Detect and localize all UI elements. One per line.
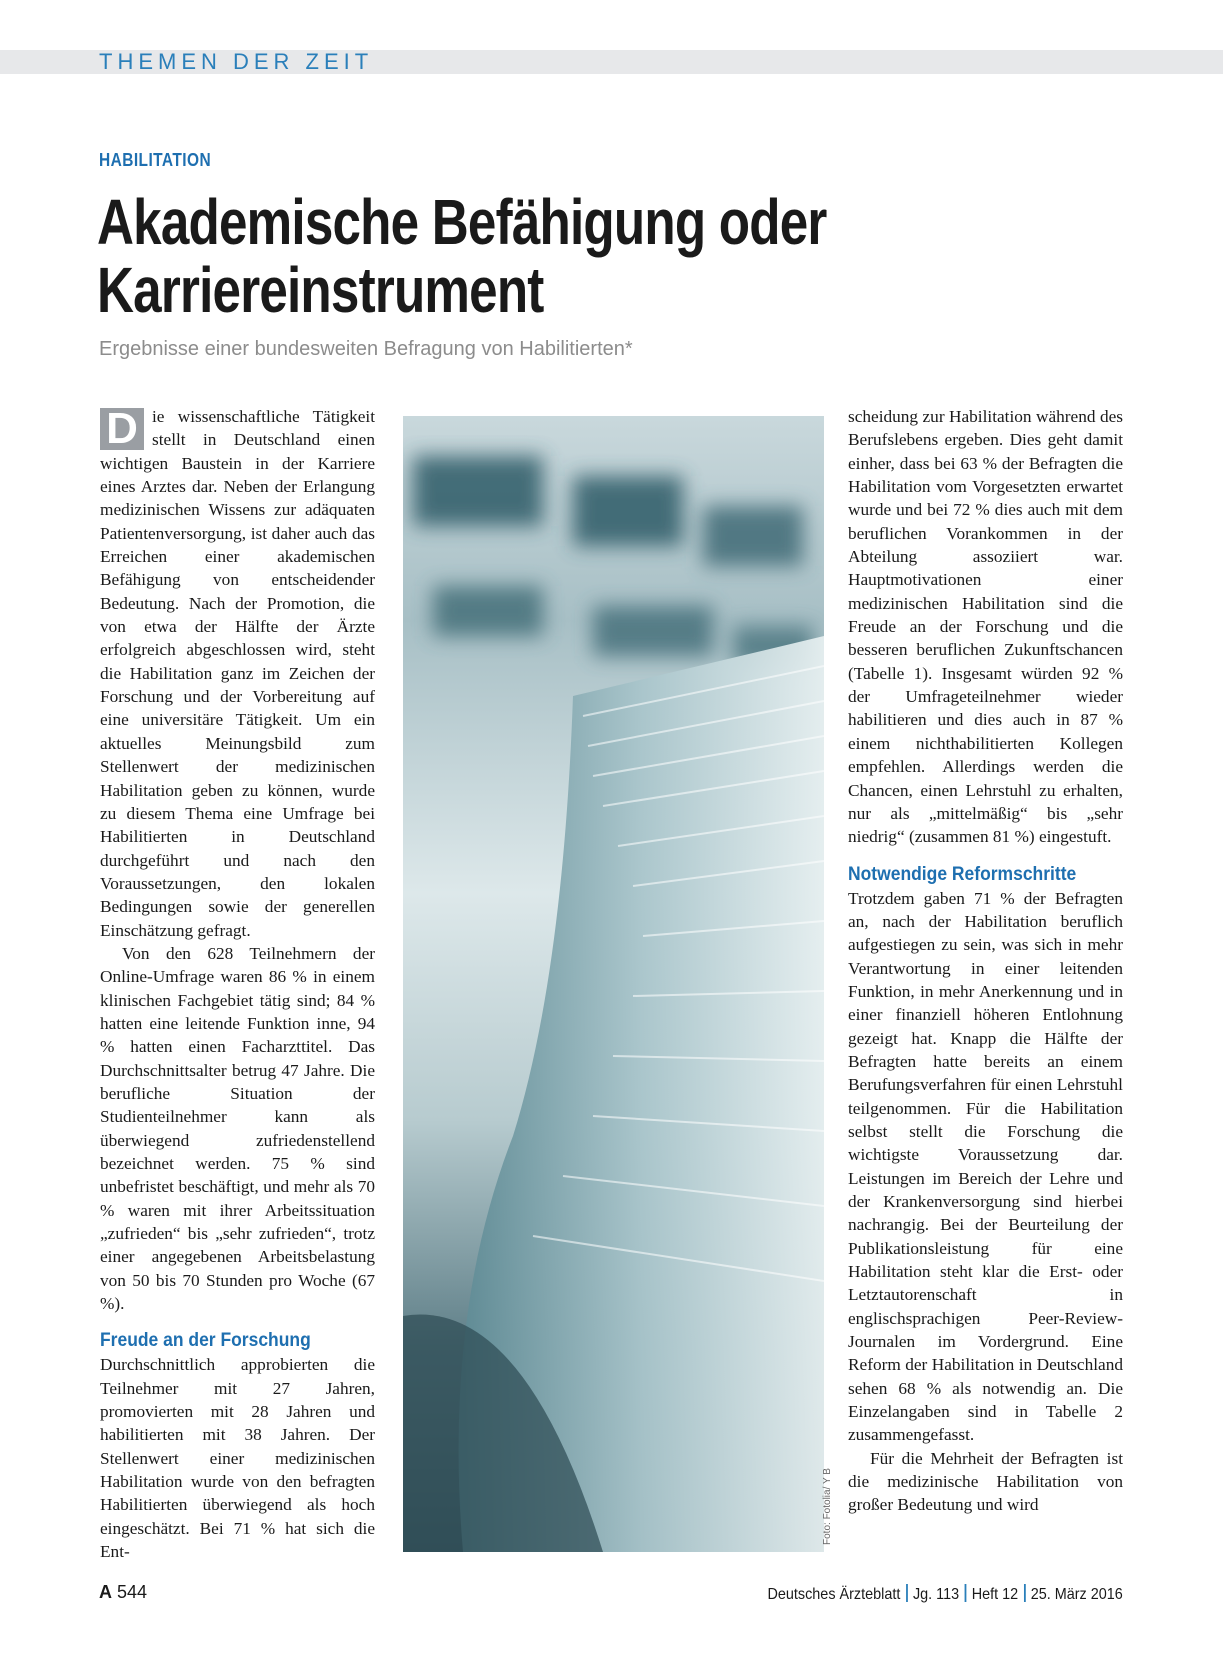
paragraph: Von den 628 Teilnehmern der Online-Umfrage waren 86 % in einem klinischen Fachgebiet tätig sind; 84 % hatten eine leitende Funktion inne, 94 % hatten einen Facharzttitel. Das Durchschnittsalter betrug 47 Jahre. Die berufliche Situation der Studienteilnehmer kann als überwiegend zufriedenstellend bezeichnet werden. 75 % sind unbefristet beschäftigt, und mehr als 70 % waren mit ihrer Arbeitssituation „zufrieden“ bis „sehr zufrieden“, trotz einer angegebenen Arbeitsbelastung von 50 bis 70 Stunden pro Woche (67 %).	[100, 943, 375, 1314]
article-title-line-2: Karriereinstrument	[97, 254, 544, 326]
paragraph	[100, 405, 375, 942]
divider	[906, 1584, 908, 1602]
paper-stack-photo	[403, 416, 824, 1552]
divider	[1024, 1584, 1026, 1602]
page-number	[99, 1582, 147, 1603]
paragraph-text: ie wissenschaftliche Tätigkeit stellt in Deutschland einen wichtigen Baustein in der Karriere eines Arztes dar. Neben der Erlangung medizinischen Wissens zur adäquaten Patientenversorgung, ist daher auch das Erreichen einer akademischen Befähigung von entscheidender Bedeutung. Nach der Promotion, die von etwa der Hälfte der Ärzte erfolgreich abgeschlossen wird, steht die Habilitation ganz im Zeichen der Forschung und der Vorbereitung auf eine universitäre Tätigkeit. Um ein aktuelles Meinungsbild zum Stellenwert der medizinischen Habilitation geben zu können, wurde zu diesem Thema eine Umfrage bei Habilitierten in Deutschland durchgeführt und nach den Voraussetzungen, den lokalen Bedingungen sowie der generellen Einschätzung gefragt.	[100, 407, 375, 940]
article-subtitle: Ergebnisse einer bundesweiten Befragung von Habilitierten*	[99, 338, 633, 360]
drop-cap: D	[100, 408, 144, 450]
paragraph: scheidung zur Habilitation während des Berufslebens ergeben. Dies geht damit einher, dass bei 63 % der Befragten die Habilitation vom Vorgesetzten erwartet wurde und bei 72 % dies auch mit dem beruflichen Vorankommen in der Abteilung assoziiert war. Hauptmotivationen einer medizinischen Habilitation sind die Freude an der Forschung und die besseren beruflichen Zukunftschancen (Tabelle 1). Insgesamt würden 92 % der Umfrageteilnehmer wieder habilitieren und dies auch in 87 % einem nichthabilitierten Kollegen empfehlen. Allerdings werden die Chancen, einen Lehrstuhl zu erhalten, nur als „mittelmäßig“ bis „sehr niedrig“ (zusammen 81 %) eingestuft.	[848, 407, 1123, 847]
subheading-freude: Freude an der Forschung	[100, 1330, 311, 1352]
subheading-reform: Notwendige Reformschritte	[848, 863, 1077, 885]
photo-credit: Foto: Fotolia/ Y B	[822, 1468, 833, 1545]
paragraph: Trotzdem gaben 71 % der Befragten an, nach der Habilitation beruflich aufgestiegen zu sein, was sich in mehr Verantwortung in einer leitenden Funktion, in mehr Anerkennung und in einer finanziell höheren Entlohnung gezeigt hat. Knapp die Hälfte der Befragten hatte bereits an einem Berufungsverfahren für einen Lehrstuhl teilgenommen. Für die Habilitation selbst stellt die Forschung die wichtigste Voraussetzung dar. Leistungen im Bereich der Lehre und der Krankenversorgung sind hierbei nachrangig. Bei der Beurteilung der Publikationsleistung für eine Habilitation steht klar die Erst- oder Letztautorenschaft in englischsprachigen Peer-Review-Journalen im Vordergrund. Eine Reform der Habilitation in Deutschland sehen 68 % als notwendig an. Die Einzelangaben sind in Tabelle 2 zusammengefasst.	[848, 888, 1123, 1445]
article-title-line-1: Akademische Befähigung oder	[97, 186, 827, 258]
paragraph: Für die Mehrheit der Befragten ist die medizinische Habilitation von großer Bedeutung und wird	[848, 1448, 1123, 1515]
article-photo	[403, 416, 824, 1552]
page-number-value: 544	[117, 1582, 148, 1602]
article-kicker: HABILITATION	[99, 150, 212, 170]
issue-date: 25. März 2016	[1030, 1586, 1123, 1603]
paragraph: Durchschnittlich approbierten die Teilnehmer mit 27 Jahren, promovierten mit 28 Jahren und habilitierten mit 38 Jahren. Der Stellenwert einer medizinischen Habilitation wurde von den befragten Habilitierten überwiegend als hoch eingeschätzt. Bei 71 % hat sich die Ent-	[100, 1355, 375, 1562]
text-column-right	[848, 405, 1123, 1517]
issue: Heft 12	[971, 1586, 1019, 1603]
publication-info	[768, 1584, 1123, 1604]
section-label: THEMEN DER ZEIT	[99, 49, 374, 74]
journal-name: Deutsches Ärzteblatt	[767, 1586, 901, 1603]
page-prefix: A	[99, 1582, 112, 1602]
divider	[965, 1584, 967, 1602]
volume: Jg. 113	[913, 1586, 960, 1603]
article-title	[97, 188, 827, 324]
text-column-left	[100, 405, 375, 1564]
